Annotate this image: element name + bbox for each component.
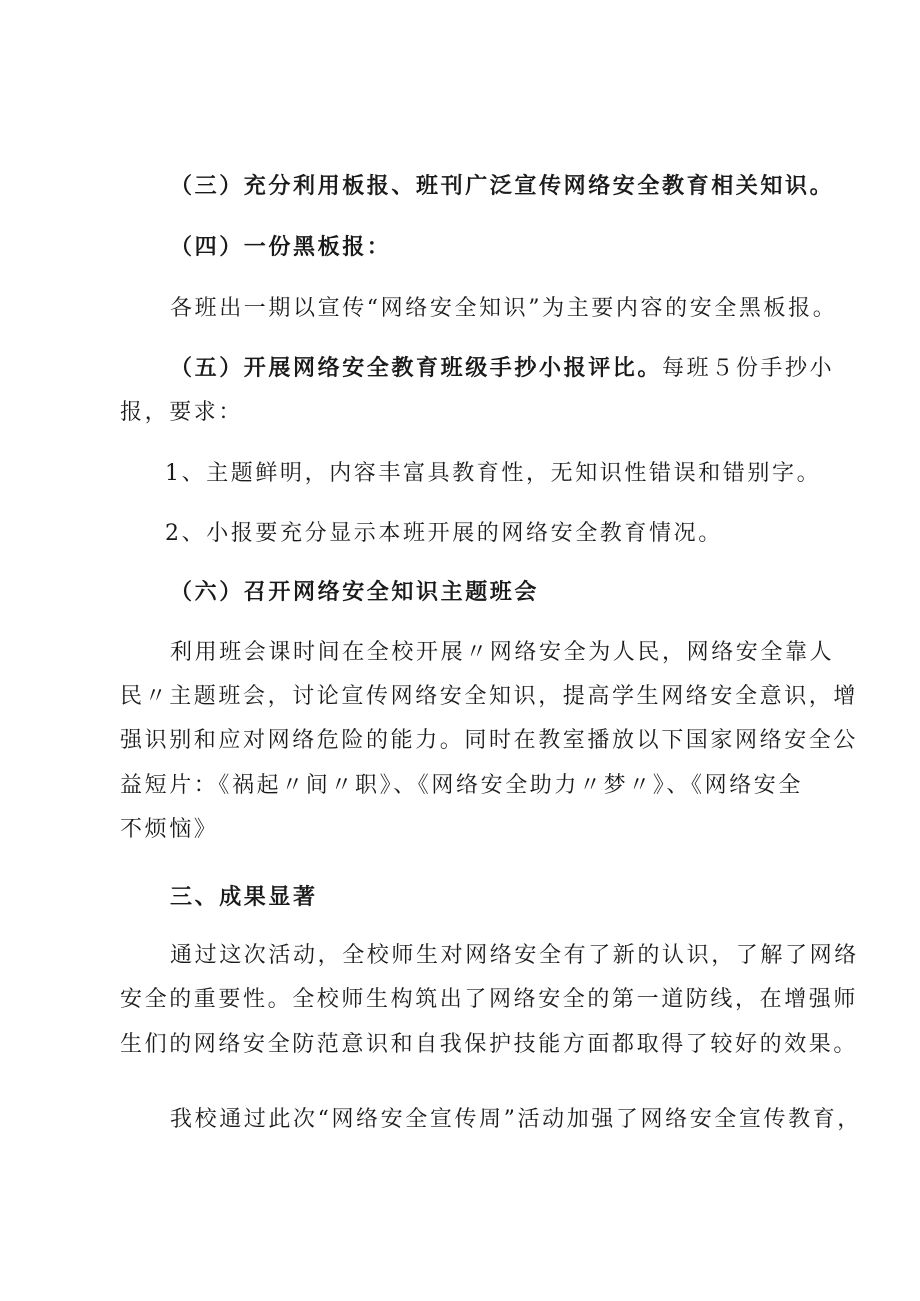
paragraph-classmeeting-line-2: 民〃主题班会，讨论宣传网络安全知识，提高学生网络安全意识，增 (120, 684, 859, 709)
paragraph-results-line-2: 安全的重要性。全校师生构筑出了网络安全的第一道防线，在增强师 (120, 987, 859, 1012)
paragraph-classmeeting-line-4: 益短片：《祸起〃间〃职》、《网络安全助力〃梦〃》、《网络安全 (120, 773, 804, 798)
handcopy-count-text: 每班５份手抄小 (662, 356, 835, 381)
list-item-1: 1、主题鲜明，内容丰富具教育性，无知识性错误和错别字。 (165, 461, 822, 486)
paragraph-handcopy-line-2: 报，要求： (120, 400, 244, 425)
paragraph-classmeeting-line-5: 不烦恼》 (120, 817, 219, 842)
section-heading-5: （五）开展网络安全教育班级手抄小报评比。 (170, 356, 663, 381)
paragraph-results-line-1: 通过这次活动，全校师生对网络安全有了新的认识，了解了网络 (170, 943, 859, 968)
paragraph-classmeeting-line-3: 强识别和应对网络危险的能力。同时在教室播放以下国家网络安全公 (120, 728, 859, 753)
section-heading-6: （六）召开网络安全知识主题班会 (170, 580, 540, 605)
section-heading-4: （四）一份黑板报： (170, 235, 392, 260)
section-heading-3: （三）充分利用板报、班刊广泛宣传网络安全教育相关知识。 (170, 174, 835, 199)
paragraph-summary-line-1: 我校通过此次“网络安全宣传周”活动加强了网络安全宣传教育， (170, 1107, 862, 1132)
paragraph-blackboard: 各班出一期以宣传“网络安全知识”为主要内容的安全黑板报。 (170, 296, 838, 321)
paragraph-classmeeting-line-1: 利用班会课时间在全校开展〃网络安全为人民，网络安全靠人 (170, 640, 835, 665)
paragraph-handcopy-line-1 (170, 354, 834, 384)
paragraph-results-line-3: 生们的网络安全防范意识和自我保护技能方面都取得了较好的效果。 (120, 1032, 859, 1057)
section-heading-results: 三、成果显著 (170, 885, 318, 910)
list-item-2: 2、小报要充分显示本班开展的网络安全教育情况。 (165, 521, 723, 546)
